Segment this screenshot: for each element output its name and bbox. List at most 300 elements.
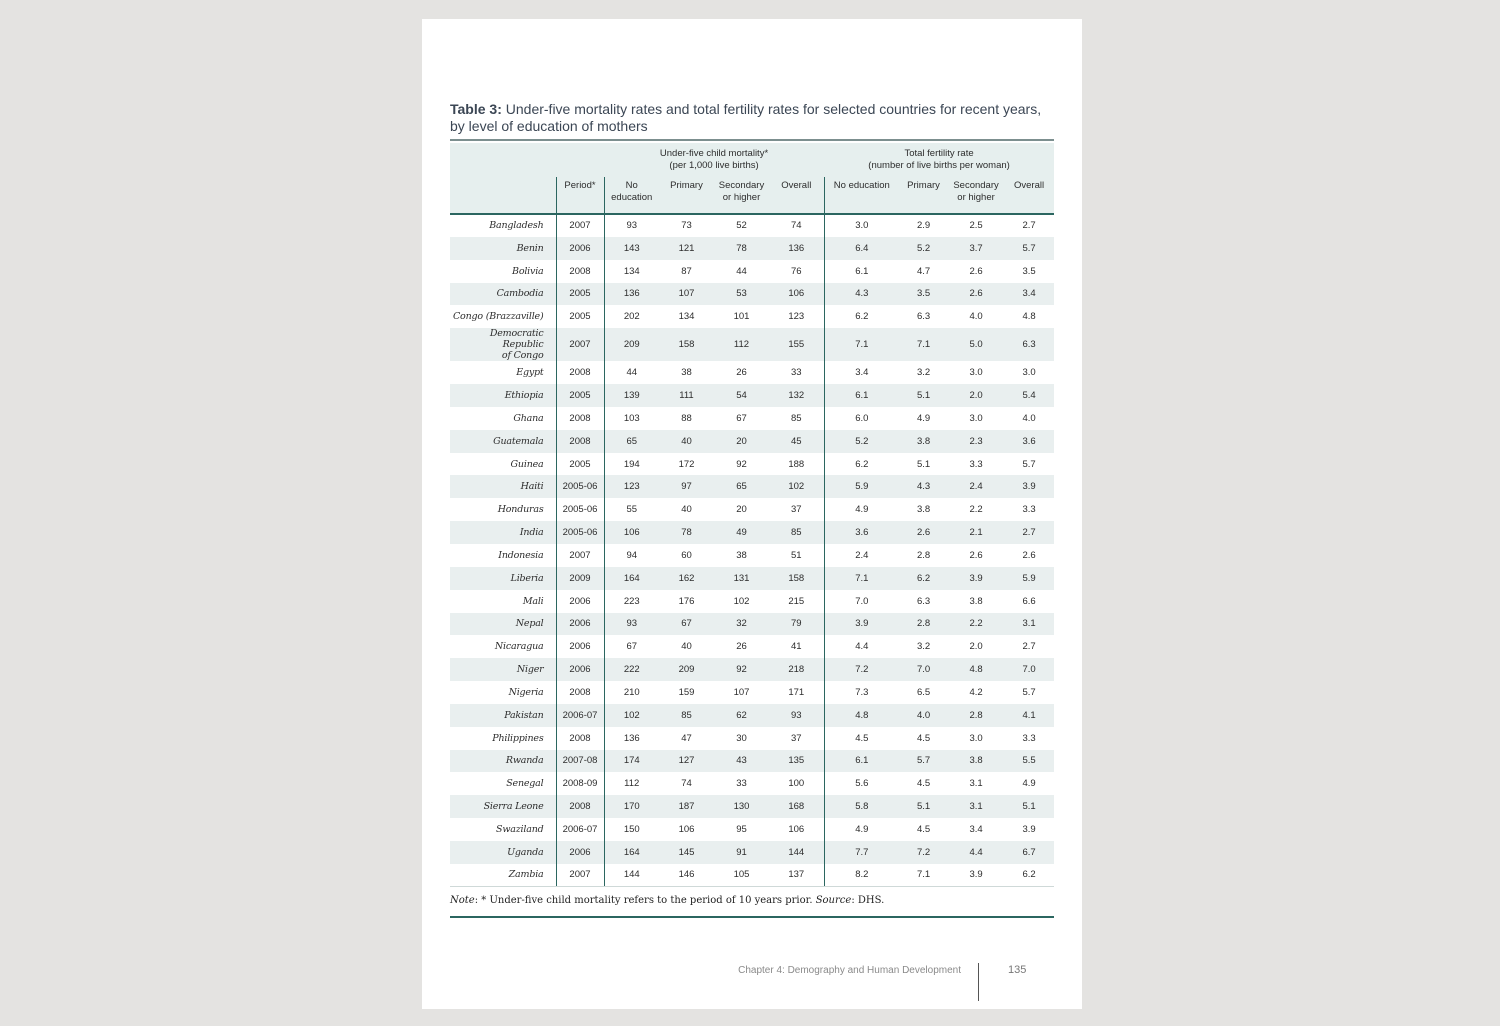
fertility-cell: 2.1 (969, 527, 983, 539)
fertility-cell: 7.0 (824, 590, 899, 613)
mortality-cell: 62 (736, 709, 747, 721)
col-header-fertility-overall: Overall (1004, 177, 1054, 214)
fertility-cell: 6.1 (824, 260, 899, 283)
mortality-cell: 132 (788, 389, 805, 401)
period-cell: 2006 (556, 635, 604, 658)
period-cell: 2006-07 (556, 818, 604, 841)
mortality-cell: 74 (790, 220, 802, 232)
mortality-cell: 85 (790, 412, 802, 424)
period-cell: 2007-08 (556, 750, 604, 773)
country-cell: Niger (516, 664, 544, 676)
country-cell: Nigeria (508, 686, 544, 698)
col-header-mortality-primary: Primary (659, 177, 714, 214)
mortality-cell: 136 (604, 283, 659, 306)
fertility-cell: 2.3 (969, 435, 983, 447)
mortality-cell: 121 (678, 242, 695, 254)
mortality-cell: 67 (736, 412, 747, 424)
fertility-cell: 3.8 (916, 504, 931, 516)
table-row (450, 407, 1054, 430)
mortality-cell: 76 (790, 265, 802, 277)
table-caption-text: Under-five mortality rates and total fertility rates for selected countries for recent years, by level of education of mothers (450, 101, 1042, 134)
header-group-row (450, 143, 1054, 177)
mortality-cell: 102 (604, 704, 659, 727)
mortality-cell: 194 (604, 453, 659, 476)
table-row (450, 453, 1054, 476)
table-row (450, 384, 1054, 407)
col-header-fertility-no-education: No education (824, 177, 899, 214)
fertility-cell: 4.3 (916, 481, 931, 493)
footer-chapter-title: Chapter 4: Demography and Human Development (738, 965, 961, 976)
period-cell: 2008 (556, 407, 604, 430)
fertility-cell: 2.5 (969, 220, 983, 232)
country-cell: Uganda (507, 846, 544, 858)
table-row (450, 750, 1054, 773)
mortality-cell: 158 (788, 572, 805, 584)
period-cell: 2006 (556, 237, 604, 260)
fertility-cell: 3.9 (1022, 824, 1036, 836)
period-cell: 2005-06 (556, 521, 604, 544)
fertility-cell: 4.9 (916, 412, 931, 424)
table-row (450, 681, 1054, 704)
bottom-rule (450, 916, 1054, 918)
country-cell: India (519, 527, 544, 539)
period-cell: 2007 (556, 214, 604, 237)
fertility-cell: 4.9 (824, 818, 899, 841)
mortality-cell: 67 (604, 635, 659, 658)
period-cell: 2005-06 (556, 498, 604, 521)
table-row (450, 727, 1054, 750)
fertility-cell: 3.6 (1022, 435, 1036, 447)
table-row (450, 864, 1054, 887)
mortality-cell: 139 (604, 384, 659, 407)
mortality-cell: 49 (736, 527, 747, 539)
mortality-cell: 131 (733, 572, 750, 584)
mortality-cell: 51 (790, 549, 802, 561)
mortality-cell: 135 (788, 755, 805, 767)
footer-divider (978, 963, 979, 1001)
mortality-cell: 33 (790, 367, 802, 379)
mortality-cell: 136 (604, 727, 659, 750)
fertility-cell: 2.6 (1022, 549, 1036, 561)
fertility-cell: 7.2 (824, 658, 899, 681)
mortality-cell: 95 (736, 824, 747, 836)
country-cell: Congo (Brazzaville) (452, 311, 544, 323)
mortality-cell: 174 (604, 750, 659, 773)
country-cell: Senegal (506, 778, 544, 790)
mortality-cell: 37 (790, 732, 802, 744)
fertility-cell: 2.7 (1022, 220, 1036, 232)
fertility-cell: 2.6 (916, 527, 931, 539)
col-header-mortality-overall: Overall (769, 177, 824, 214)
fertility-cell: 5.8 (824, 795, 899, 818)
group-header-mortality: Under-five child mortality* (per 1,000 live births) (659, 148, 769, 171)
mortality-cell: 107 (733, 686, 750, 698)
fertility-cell: 4.1 (1022, 709, 1036, 721)
fertility-cell: 3.6 (824, 521, 899, 544)
fertility-cell: 5.0 (969, 339, 983, 351)
fertility-cell: 3.1 (969, 778, 983, 790)
country-cell: Cambodia (496, 288, 544, 300)
mortality-cell: 20 (736, 504, 747, 516)
fertility-cell: 4.5 (824, 727, 899, 750)
mortality-cell: 32 (736, 618, 747, 630)
table-row (450, 498, 1054, 521)
page-number: 135 (1008, 964, 1027, 976)
country-cell: Ethiopia (504, 389, 544, 401)
mortality-cell: 26 (736, 367, 747, 379)
mortality-cell: 40 (681, 435, 692, 447)
period-cell: 2005 (556, 384, 604, 407)
table-row (450, 635, 1054, 658)
fertility-cell: 7.1 (824, 328, 899, 361)
country-cell: Zambia (450, 864, 556, 887)
fertility-cell: 6.2 (824, 453, 899, 476)
fertility-cell: 3.0 (969, 367, 983, 379)
mortality-cell: 164 (604, 567, 659, 590)
fertility-cell: 4.0 (1022, 412, 1036, 424)
mortality-cell: 102 (733, 595, 750, 607)
mortality-cell: 45 (790, 435, 802, 447)
mortality-cell: 209 (604, 328, 659, 361)
mortality-cell: 162 (678, 572, 695, 584)
table-row (450, 544, 1054, 567)
fertility-cell: 3.1 (969, 801, 983, 813)
fertility-cell: 6.1 (824, 384, 899, 407)
table-row (450, 567, 1054, 590)
fertility-cell: 3.1 (1022, 618, 1036, 630)
mortality-cell: 136 (788, 242, 805, 254)
data-table (450, 143, 1054, 887)
fertility-cell: 4.4 (824, 635, 899, 658)
table-row (450, 590, 1054, 613)
country-cell: Bolivia (512, 265, 544, 277)
fertility-cell: 7.3 (824, 681, 899, 704)
mortality-cell: 106 (788, 288, 805, 300)
fertility-cell: 5.7 (916, 755, 931, 767)
table-row (450, 214, 1054, 237)
mortality-cell: 146 (659, 864, 714, 887)
fertility-cell: 5.1 (916, 801, 931, 813)
fertility-cell: 3.2 (916, 641, 931, 653)
mortality-cell: 44 (736, 265, 747, 277)
fertility-cell: 6.3 (916, 311, 931, 323)
mortality-cell: 43 (736, 755, 747, 767)
fertility-cell: 6.6 (1022, 595, 1036, 607)
country-cell: Liberia (510, 572, 544, 584)
mortality-cell: 37 (790, 504, 802, 516)
fertility-cell: 3.8 (969, 595, 983, 607)
fertility-cell: 2.0 (969, 641, 983, 653)
period-cell: 2008 (556, 260, 604, 283)
fertility-cell: 3.5 (916, 288, 931, 300)
table-row (450, 283, 1054, 306)
fertility-cell: 6.2 (824, 305, 899, 328)
fertility-cell: 2.4 (824, 544, 899, 567)
mortality-cell: 158 (678, 339, 695, 351)
mortality-cell: 145 (678, 846, 695, 858)
fertility-cell: 3.9 (1022, 481, 1036, 493)
period-cell: 2008 (556, 795, 604, 818)
fertility-cell: 2.6 (969, 265, 983, 277)
caption-rule (450, 139, 1054, 141)
period-cell: 2005 (556, 305, 604, 328)
period-cell: 2006 (556, 613, 604, 636)
period-cell: 2007 (556, 328, 604, 361)
fertility-cell: 6.4 (824, 237, 899, 260)
fertility-cell: 4.0 (969, 311, 983, 323)
country-cell: Ghana (513, 412, 544, 424)
fertility-cell: 2.8 (916, 549, 931, 561)
mortality-cell: 218 (788, 664, 805, 676)
mortality-cell: 150 (604, 818, 659, 841)
period-cell: 2006 (556, 590, 604, 613)
col-header-fertility-primary: Primary (899, 177, 948, 214)
country-cell: Guinea (510, 458, 544, 470)
period-cell: 2007 (556, 544, 604, 567)
mortality-cell: 40 (681, 641, 692, 653)
fertility-cell: 2.8 (969, 709, 983, 721)
table-caption-label: Table 3: (450, 101, 502, 117)
country-cell: Honduras (497, 504, 544, 516)
mortality-cell: 78 (681, 527, 692, 539)
mortality-cell: 94 (604, 544, 659, 567)
mortality-cell: 134 (678, 311, 695, 323)
fertility-cell: 2.0 (969, 389, 983, 401)
mortality-cell: 38 (736, 549, 747, 561)
fertility-cell: 7.1 (899, 864, 948, 887)
fertility-cell: 3.3 (1022, 732, 1036, 744)
mortality-cell: 111 (679, 389, 694, 401)
period-cell: 2005 (556, 283, 604, 306)
mortality-cell: 33 (736, 778, 747, 790)
fertility-cell: 6.2 (1004, 864, 1054, 887)
fertility-cell: 3.0 (969, 732, 983, 744)
table-row (450, 841, 1054, 864)
period-cell: 2008 (556, 727, 604, 750)
header-column-row (450, 177, 1054, 214)
table-row (450, 475, 1054, 498)
mortality-cell: 168 (788, 801, 805, 813)
mortality-cell: 44 (604, 361, 659, 384)
mortality-cell: 88 (681, 412, 692, 424)
mortality-cell: 202 (604, 305, 659, 328)
table-row (450, 237, 1054, 260)
mortality-cell: 87 (681, 265, 692, 277)
mortality-cell: 123 (604, 475, 659, 498)
country-cell: Sierra Leone (483, 801, 544, 813)
fertility-cell: 7.2 (916, 846, 931, 858)
mortality-cell: 67 (681, 618, 692, 630)
mortality-cell: 85 (790, 527, 802, 539)
fertility-cell: 5.1 (916, 458, 931, 470)
fertility-cell: 7.1 (916, 339, 931, 351)
fertility-cell: 2.4 (969, 481, 983, 493)
table-note: Note: * Under-five child mortality refers to the period of 10 years prior. Source: DHS. (450, 895, 885, 906)
mortality-cell: 171 (788, 686, 805, 698)
mortality-cell: 47 (681, 732, 692, 744)
col-header-mortality-no-education: No education (604, 177, 659, 214)
fertility-cell: 3.0 (1022, 367, 1036, 379)
fertility-cell: 5.7 (1022, 686, 1036, 698)
fertility-cell: 8.2 (824, 864, 899, 887)
fertility-cell: 2.7 (1022, 641, 1036, 653)
table-row (450, 704, 1054, 727)
mortality-cell: 176 (678, 595, 695, 607)
mortality-cell: 65 (736, 481, 747, 493)
fertility-cell: 5.7 (1022, 242, 1036, 254)
fertility-cell: 7.1 (824, 567, 899, 590)
fertility-cell: 4.7 (916, 265, 931, 277)
mortality-cell: 93 (790, 709, 802, 721)
fertility-cell: 3.7 (969, 242, 983, 254)
group-header-fertility: Total fertility rate (number of live births per woman) (868, 148, 1010, 171)
mortality-cell: 91 (736, 846, 747, 858)
mortality-cell: 97 (681, 481, 692, 493)
mortality-cell: 155 (788, 339, 805, 351)
country-cell: Rwanda (505, 755, 544, 767)
fertility-cell: 3.4 (824, 361, 899, 384)
mortality-cell: 79 (790, 618, 802, 630)
mortality-cell: 112 (733, 339, 750, 351)
country-cell: Bangladesh (489, 220, 544, 232)
mortality-cell: 54 (736, 389, 747, 401)
fertility-cell: 5.1 (916, 389, 931, 401)
fertility-cell: 3.2 (916, 367, 931, 379)
mortality-cell: 73 (681, 220, 692, 232)
mortality-cell: 92 (736, 664, 747, 676)
col-header-mortality-secondary: Secondary or higher (714, 177, 769, 214)
table-row (450, 613, 1054, 636)
mortality-cell: 123 (788, 311, 805, 323)
mortality-cell: 85 (681, 709, 692, 721)
table-row (450, 260, 1054, 283)
mortality-cell: 188 (788, 458, 805, 470)
fertility-cell: 4.9 (1022, 778, 1036, 790)
fertility-cell: 2.2 (969, 618, 983, 630)
fertility-cell: 3.9 (824, 613, 899, 636)
period-cell: 2006-07 (556, 704, 604, 727)
fertility-cell: 3.0 (824, 214, 899, 237)
fertility-cell: 4.5 (916, 778, 931, 790)
period-cell: 2007 (556, 864, 604, 887)
mortality-cell: 209 (678, 664, 695, 676)
country-cell: Benin (516, 242, 544, 254)
period-cell: 2009 (556, 567, 604, 590)
table-row (450, 521, 1054, 544)
mortality-cell: 172 (678, 458, 695, 470)
table-row (450, 328, 1054, 361)
mortality-cell: 222 (604, 658, 659, 681)
fertility-cell: 4.9 (824, 498, 899, 521)
mortality-cell: 26 (736, 641, 747, 653)
mortality-cell: 187 (678, 801, 695, 813)
fertility-cell: 5.6 (824, 772, 899, 795)
country-cell: Democratic Republic of Congo (489, 328, 544, 362)
table-row (450, 772, 1054, 795)
mortality-cell: 93 (604, 214, 659, 237)
fertility-cell: 5.9 (1022, 572, 1036, 584)
country-cell: Nicaragua (494, 641, 544, 653)
fertility-cell: 5.1 (1022, 801, 1036, 813)
country-cell: Indonesia (498, 549, 544, 561)
mortality-cell: 107 (678, 288, 695, 300)
col-header-period: Period* (556, 177, 604, 214)
period-cell: 2008 (556, 361, 604, 384)
period-cell: 2008-09 (556, 772, 604, 795)
fertility-cell: 4.0 (916, 709, 931, 721)
fertility-cell: 3.4 (969, 824, 983, 836)
country-cell: Swaziland (496, 824, 544, 836)
mortality-cell: 223 (604, 590, 659, 613)
fertility-cell: 5.2 (824, 430, 899, 453)
fertility-cell: 6.2 (916, 572, 931, 584)
fertility-cell: 4.8 (969, 664, 983, 676)
fertility-cell: 7.7 (824, 841, 899, 864)
mortality-cell: 65 (604, 430, 659, 453)
mortality-cell: 41 (790, 641, 802, 653)
country-cell: Pakistan (504, 709, 544, 721)
fertility-cell: 5.2 (916, 242, 931, 254)
document-page (422, 19, 1082, 1009)
table-row (450, 818, 1054, 841)
table-row (450, 795, 1054, 818)
mortality-cell: 101 (733, 311, 750, 323)
fertility-cell: 6.5 (916, 686, 931, 698)
fertility-cell: 6.0 (824, 407, 899, 430)
country-cell: Guatemala (493, 435, 544, 447)
country-cell: Nepal (515, 618, 544, 630)
fertility-cell: 3.9 (948, 864, 1004, 887)
mortality-cell: 134 (604, 260, 659, 283)
fertility-cell: 2.8 (916, 618, 931, 630)
mortality-cell: 55 (604, 498, 659, 521)
mortality-cell: 137 (769, 864, 824, 887)
mortality-cell: 170 (604, 795, 659, 818)
mortality-cell: 143 (604, 237, 659, 260)
mortality-cell: 159 (678, 686, 695, 698)
fertility-cell: 4.8 (824, 704, 899, 727)
fertility-cell: 6.3 (916, 595, 931, 607)
fertility-cell: 3.5 (1022, 265, 1036, 277)
table-row (450, 305, 1054, 328)
fertility-cell: 5.9 (824, 475, 899, 498)
mortality-cell: 112 (604, 772, 659, 795)
fertility-cell: 6.7 (1022, 846, 1036, 858)
fertility-cell: 7.0 (1022, 664, 1036, 676)
mortality-cell: 93 (604, 613, 659, 636)
fertility-cell: 4.3 (824, 283, 899, 306)
mortality-cell: 106 (604, 521, 659, 544)
country-cell: Egypt (516, 367, 544, 379)
table-row (450, 361, 1054, 384)
fertility-cell: 4.2 (969, 686, 983, 698)
period-cell: 2005-06 (556, 475, 604, 498)
country-cell: Mali (522, 595, 544, 607)
fertility-cell: 2.7 (1022, 527, 1036, 539)
fertility-cell: 3.3 (1022, 504, 1036, 516)
mortality-cell: 130 (733, 801, 750, 813)
fertility-cell: 3.0 (969, 412, 983, 424)
mortality-cell: 106 (788, 824, 805, 836)
fertility-cell: 3.8 (916, 435, 931, 447)
fertility-cell: 5.4 (1022, 389, 1036, 401)
mortality-cell: 144 (604, 864, 659, 887)
mortality-cell: 30 (736, 732, 747, 744)
mortality-cell: 20 (736, 435, 747, 447)
fertility-cell: 2.9 (916, 220, 931, 232)
mortality-cell: 105 (714, 864, 769, 887)
country-cell: Philippines (492, 732, 544, 744)
